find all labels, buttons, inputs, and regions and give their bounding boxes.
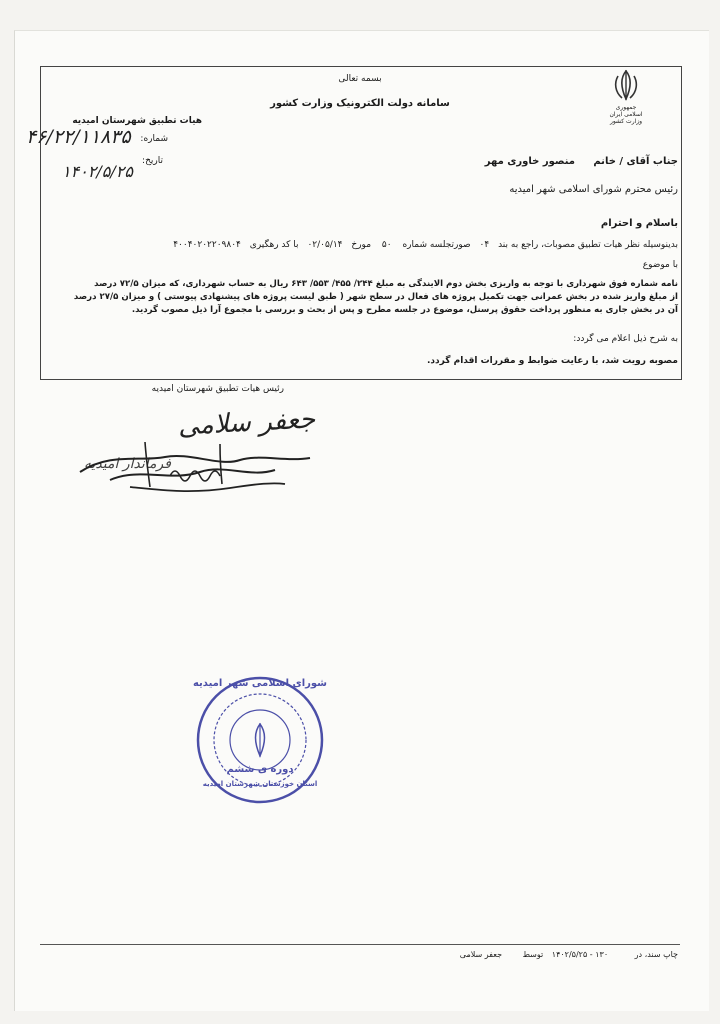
ref-item: ۰۴ [479, 240, 490, 250]
decision: مصوبه رویت شد، با رعایت ضوابط و مقررات اقدام گردد. [427, 356, 678, 366]
signature-name: جعفر سلامی [177, 404, 316, 442]
subject-line-1: نامه شماره فوق شهرداری با توجه به واریزی بخش دوم الایندگی به مبلغ ۲۴۴/ ۴۵۵/ ۵۵۳/ ۶۴۳ ریال به حساب شهرداری، که میزان ۷۲/۵ درصد [94, 279, 678, 289]
subject-line-2: از مبلغ واریز شده در بخش عمرانی جهت تکمیل پروژه های فعال در سطح شهر ( طبق لیست پروژه های پیشنهادی پیوستی ) و میزان ۲۷/۵ درصد [73, 292, 678, 302]
signature-title: رئیس هیات تطبیق شهرستان امیدیه [151, 384, 284, 394]
recipient-title: رئیس محترم شورای اسلامی شهر امیدیه [509, 184, 678, 195]
system-name: سامانه دولت الکترونیک وزارت کشور [270, 98, 450, 109]
subject-label: با موضوع [642, 260, 678, 270]
official-stamp [190, 668, 330, 808]
letter-date-label: تاریخ: [142, 156, 163, 166]
footer-print-info [38, 950, 678, 964]
reference-line [48, 240, 678, 256]
subject-text [48, 278, 678, 317]
footer-by-label: توسط [522, 950, 544, 959]
letter-number-label: شماره: [140, 134, 168, 144]
letter-number-value: ۴۶/۲۲/۱۱۸۳۵ [26, 126, 131, 148]
ref-tracking: ۴۰۰۴۰۲۰۲۲۰۹۸۰۴ [173, 240, 241, 250]
footer-divider [40, 944, 680, 945]
announce: به شرح ذیل اعلام می گردد: [573, 334, 678, 344]
ref-tracking-label: با کد رهگیری [249, 240, 299, 250]
board-name: هیات تطبیق شهرستان امیدیه [72, 116, 202, 126]
footer-print-label: چاپ سند، در [634, 950, 678, 959]
recipient-salutation: جناب آقای / خانم [593, 156, 678, 167]
bismillah: بسمه تعالی [338, 74, 382, 84]
stamp-outer-text: شورای اسلامی شهر امیدیه [192, 678, 327, 689]
recipient-name: منصور خاوری مهر [484, 156, 575, 167]
stamp-bottom-text: استان خوزستان شهرستان امیدیه [202, 780, 318, 788]
ref-minutes-no: ۵۰ [381, 240, 392, 250]
ref-date: ۰۲/۰۵/۱۴ [307, 240, 343, 250]
emblem-caption-2: وزارت کشور [609, 118, 643, 125]
stamp-inner-text: دوره ی ششم [226, 764, 294, 775]
ref-date-label: مورخ [351, 240, 372, 250]
handwritten-signature [70, 432, 320, 502]
ref-intro: بدینوسیله نظر هیات تطبیق مصوبات، راجع به بند [498, 240, 678, 250]
letter-date-value: ۱۴۰۲/۵/۲۵ [62, 162, 133, 181]
footer-print-time: ۱۳۰ - ۱۴۰۲/۵/۲۵ [551, 950, 609, 959]
subject-line-3: آن در بخش جاری به منظور پرداخت حقوق پرسنل، موضوع در جلسه مطرح و پس از بحث و بررسی با مجموع آرا ذیل مصوب گردید. [131, 305, 678, 315]
ref-minutes-label: صورتجلسه شماره [402, 240, 471, 250]
signature-handwritten-text: فرماندار امیدیه [84, 456, 171, 472]
letter-frame [40, 66, 682, 380]
greeting: باسلام و احترام [600, 218, 678, 229]
emblem-caption-1: جمهوری اسلامی ایران [609, 104, 643, 118]
letter-number [26, 126, 166, 152]
footer-printed-by: جعفر سلامی [459, 950, 503, 959]
